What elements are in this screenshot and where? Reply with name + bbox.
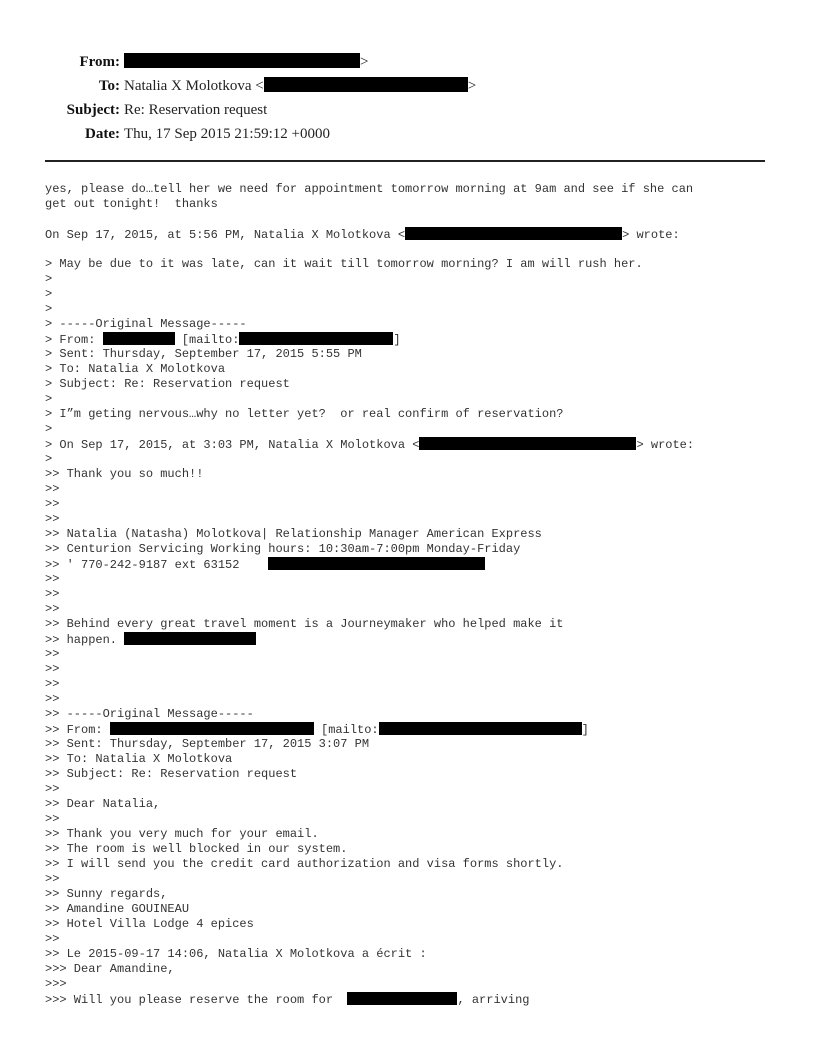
body-line: > Subject: Re: Reservation request — [45, 377, 290, 391]
subject-label: Subject: — [66, 102, 120, 118]
body-line — [45, 722, 775, 737]
body-line: >> — [45, 812, 60, 826]
body-line: >> Behind every great travel moment is a Journeymaker who helped make it — [45, 617, 564, 631]
redaction-bar — [347, 992, 457, 1005]
body-line: >> — [45, 932, 60, 946]
from-suffix: > — [360, 54, 369, 70]
body-line: >> Thank you very much for your email. — [45, 827, 319, 841]
body-line: > -----Original Message----- — [45, 317, 247, 331]
body-line: >> — [45, 662, 60, 676]
body-line: >> Le 2015-09-17 14:06, Natalia X Molotkova a écrit : — [45, 947, 427, 961]
body-line: yes, please do…tell her we need for appointment tomorrow morning at 9am and see if she can — [45, 182, 694, 196]
body-line: > — [45, 272, 53, 286]
subject-value: Re: Reservation request — [124, 102, 268, 118]
body-line — [45, 992, 775, 1007]
from-label: From: — [79, 54, 120, 70]
body-line: >> — [45, 677, 60, 691]
redaction-bar — [419, 437, 636, 450]
redaction-bar — [124, 632, 256, 645]
body-line: > I”m geting nervous…why no letter yet? or real confirm of reservation? — [45, 407, 564, 421]
body-line: > — [45, 392, 53, 406]
body-line: >> — [45, 602, 60, 616]
body-line: >>> — [45, 977, 67, 991]
body-line: >> Natalia (Natasha) Molotkova| Relationship Manager American Express — [45, 527, 542, 541]
body-text: On Sep 17, 2015, at 5:56 PM, Natalia X Molotkova < — [45, 228, 406, 242]
body-text: > wrote: — [622, 228, 680, 242]
body-line: > — [45, 287, 53, 301]
redaction-bar — [124, 53, 360, 68]
body-line: >> Amandine GOUINEAU — [45, 902, 190, 916]
date-label: Date: — [85, 126, 120, 142]
body-line: >> Sent: Thursday, September 17, 2015 3:07 PM — [45, 737, 370, 751]
body-text: >>> Will you please reserve the room for — [45, 993, 348, 1007]
header-divider — [45, 160, 765, 162]
redaction-bar — [239, 332, 393, 345]
email-header — [0, 50, 816, 146]
body-line: > — [45, 422, 53, 436]
body-line: >> — [45, 482, 60, 496]
body-line — [45, 212, 775, 227]
to-row — [0, 74, 816, 98]
body-line: >> I will send you the credit card authorization and visa forms shortly. — [45, 857, 564, 871]
subject-row — [0, 98, 816, 122]
redaction-bar — [103, 332, 175, 345]
date-value: Thu, 17 Sep 2015 21:59:12 +0000 — [124, 126, 330, 142]
body-line — [45, 557, 775, 572]
body-line: >> — [45, 587, 60, 601]
body-line — [45, 242, 775, 257]
to-suffix: > — [467, 78, 477, 94]
body-line: > — [45, 302, 53, 316]
body-line: > May be due to it was late, can it wait till tomorrow morning? I am will rush her. — [45, 257, 643, 271]
body-line: >> Dear Natalia, — [45, 797, 161, 811]
body-text: > On Sep 17, 2015, at 3:03 PM, Natalia X Molotkova < — [45, 438, 420, 452]
body-line — [45, 437, 775, 452]
body-line: >> — [45, 512, 60, 526]
body-line: >> Centurion Servicing Working hours: 10:30am-7:00pm Monday-Friday — [45, 542, 521, 556]
email-body — [45, 182, 775, 1007]
body-line — [45, 632, 775, 647]
body-line: > Sent: Thursday, September 17, 2015 5:55 PM — [45, 347, 362, 361]
body-text: >> ' 770-242-9187 ext 63152 — [45, 558, 269, 572]
body-line — [45, 332, 775, 347]
body-text: >> happen. — [45, 633, 125, 647]
body-line — [45, 227, 775, 242]
body-line: >> Hotel Villa Lodge 4 epices — [45, 917, 254, 931]
body-line: >> — [45, 497, 60, 511]
body-line: >> To: Natalia X Molotkova — [45, 752, 233, 766]
to-name: Natalia X Molotkova < — [124, 78, 264, 94]
to-label: To: — [98, 78, 120, 94]
body-line: >> — [45, 572, 60, 586]
body-line: > — [45, 452, 53, 466]
body-line: >> — [45, 872, 60, 886]
body-line: >> Subject: Re: Reservation request — [45, 767, 298, 781]
body-line: >> — [45, 647, 60, 661]
body-text: >> From: — [45, 723, 110, 737]
redaction-bar — [405, 227, 622, 240]
redaction-bar — [379, 722, 582, 735]
body-text: [mailto: — [313, 723, 379, 737]
from-value — [124, 50, 368, 74]
body-line: >> The room is well blocked in our system. — [45, 842, 348, 856]
from-row — [0, 50, 816, 74]
body-line: >> — [45, 782, 60, 796]
body-line: >> Sunny regards, — [45, 887, 168, 901]
redaction-bar — [268, 557, 485, 570]
body-line: >>> Dear Amandine, — [45, 962, 175, 976]
body-line: get out tonight! thanks — [45, 197, 218, 211]
body-line: >> — [45, 692, 60, 706]
date-row — [0, 122, 816, 146]
body-line: > To: Natalia X Molotkova — [45, 362, 226, 376]
redaction-bar — [110, 722, 314, 735]
redaction-bar — [264, 77, 468, 92]
body-text: , arriving — [457, 993, 530, 1007]
body-text: > From: — [45, 333, 103, 347]
body-text: [mailto: — [174, 333, 240, 347]
body-text: ] — [393, 333, 401, 347]
body-text: ] — [581, 723, 589, 737]
body-line: >> -----Original Message----- — [45, 707, 254, 721]
body-text: > wrote: — [636, 438, 695, 452]
to-value — [124, 74, 476, 98]
body-line: >> Thank you so much!! — [45, 467, 204, 481]
